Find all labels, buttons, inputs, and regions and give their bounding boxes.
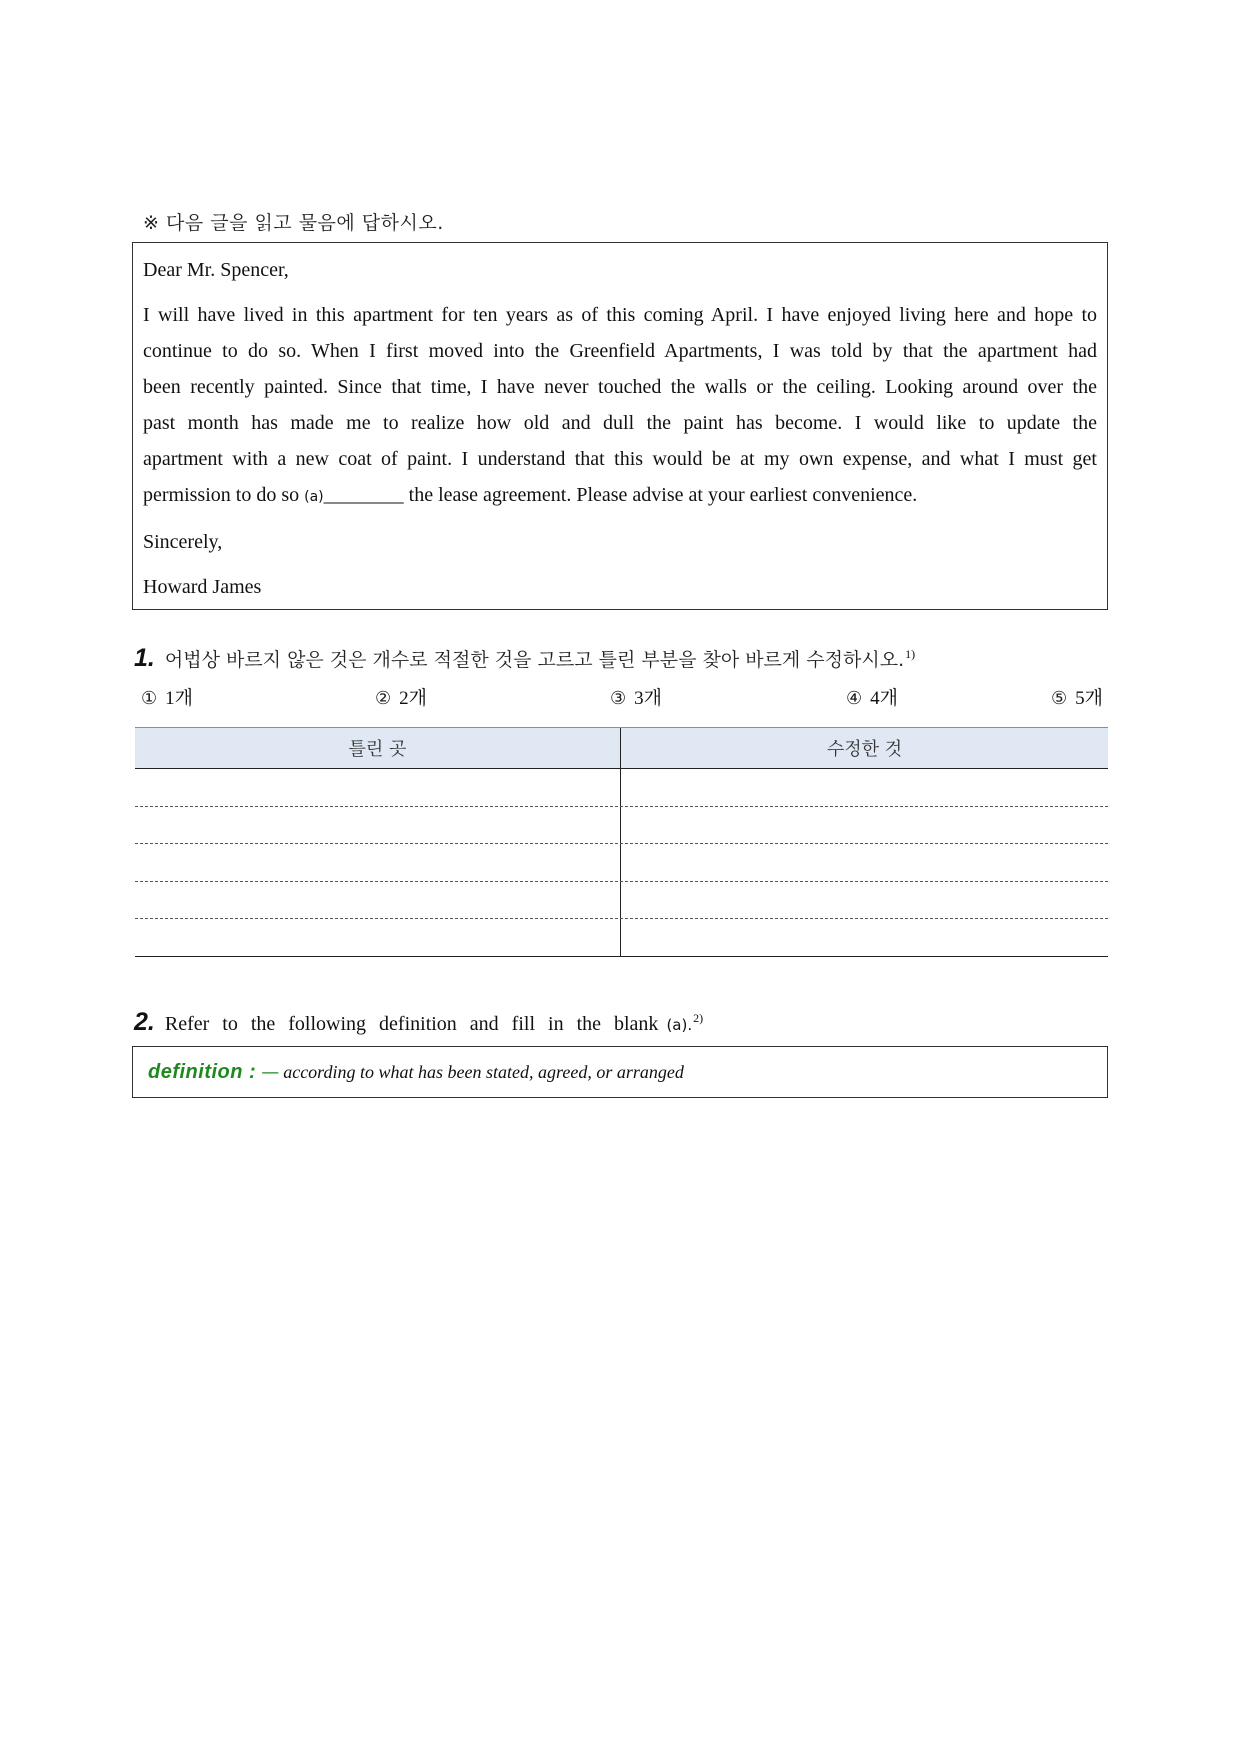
table-cell-correction: [621, 807, 1108, 844]
letter-body-line: continue to do so. When I first moved into the Greenfield Apartments, I was told by that the apartment had: [143, 340, 1097, 362]
table-row: [135, 919, 1108, 957]
letter-body-line: I will have lived in this apartment for ten years as of this coming April. I have enjoyed living here and hope to: [143, 304, 1097, 326]
table-cell-wrong-part: [135, 844, 621, 881]
table-cell-correction: [621, 882, 1108, 919]
choice-label: 3개: [634, 688, 662, 709]
choice-marker: ②: [375, 688, 392, 709]
letter-salutation: Dear Mr. Spencer,: [143, 259, 289, 281]
letter-text-after-blank: the lease agreement. Please advise at your earliest convenience.: [408, 484, 918, 506]
choice-label: 4개: [870, 688, 898, 709]
letter-body-line: been recently painted. Since that time, I have never touched the walls or the ceiling. Looking around over the: [143, 376, 1097, 398]
header-wrong-part: 틀린 곳: [135, 728, 621, 768]
choice-label: 2개: [399, 688, 427, 709]
definition-dash: —: [261, 1061, 280, 1083]
choice-item: [375, 686, 427, 712]
question-1: [134, 644, 915, 674]
table-row: [135, 844, 1108, 882]
table-cell-correction: [621, 919, 1108, 956]
blank-label: (a): [304, 489, 324, 505]
choice-marker: ①: [141, 688, 158, 709]
table-header: [135, 727, 1108, 769]
choice-label: 1개: [165, 688, 193, 709]
letter-signature: Howard James: [143, 576, 262, 598]
question-text: 어법상 바르지 않은 것은 개수로 적절한 것을 고르고 틀린 부분을 찾아 바르게 수정하시오.: [164, 649, 905, 671]
blank-reference: (a).: [666, 1016, 693, 1034]
choice-item: [846, 686, 898, 712]
letter-body-line: past month has made me to realize how old and dull the paint has become. I would like to update the: [143, 412, 1097, 434]
footnote-marker: 1): [905, 647, 916, 661]
choice-marker: ③: [610, 688, 627, 709]
footnote-marker: 2): [693, 1011, 704, 1025]
letter-body-last-line: [143, 477, 1097, 515]
letter-body: [143, 297, 1097, 515]
table-cell-wrong-part: [135, 769, 621, 806]
definition-text: according to what has been stated, agreed, or arranged: [283, 1061, 684, 1082]
choice-label: 5개: [1075, 688, 1103, 709]
question-number: 2.: [134, 1008, 155, 1036]
choice-item: [141, 686, 193, 712]
choice-item: [1051, 686, 1103, 712]
question-2: [134, 1008, 703, 1038]
answer-choices: [0, 686, 1240, 712]
table-cell-correction: [621, 844, 1108, 881]
instruction-text: ※ 다음 글을 읽고 물음에 답하시오.: [143, 212, 444, 234]
table-row: [135, 807, 1108, 845]
letter-body-line: apartment with a new coat of paint. I understand that this would be at my own expense, and what I must get: [143, 448, 1097, 470]
table-cell-wrong-part: [135, 882, 621, 919]
choice-marker: ④: [846, 688, 863, 709]
letter-text-before-blank: permission to do so: [143, 484, 300, 506]
definition-label: definition :: [148, 1060, 257, 1083]
blank-line: ________: [323, 484, 404, 506]
table-row: [135, 882, 1108, 920]
choice-marker: ⑤: [1051, 688, 1068, 709]
table-cell-correction: [621, 769, 1108, 806]
table-cell-wrong-part: [135, 807, 621, 844]
answer-table: [135, 727, 1108, 957]
definition-box: [132, 1046, 1108, 1098]
table-cell-wrong-part: [135, 919, 621, 956]
letter-closing: Sincerely,: [143, 531, 223, 553]
letter-box: [132, 242, 1108, 610]
question-number: 1.: [134, 644, 155, 672]
header-correction: 수정한 것: [826, 739, 903, 760]
question-text: Refer to the following definition and fill in the blank: [164, 1013, 659, 1035]
table-row: [135, 769, 1108, 807]
choice-item: [610, 686, 662, 712]
